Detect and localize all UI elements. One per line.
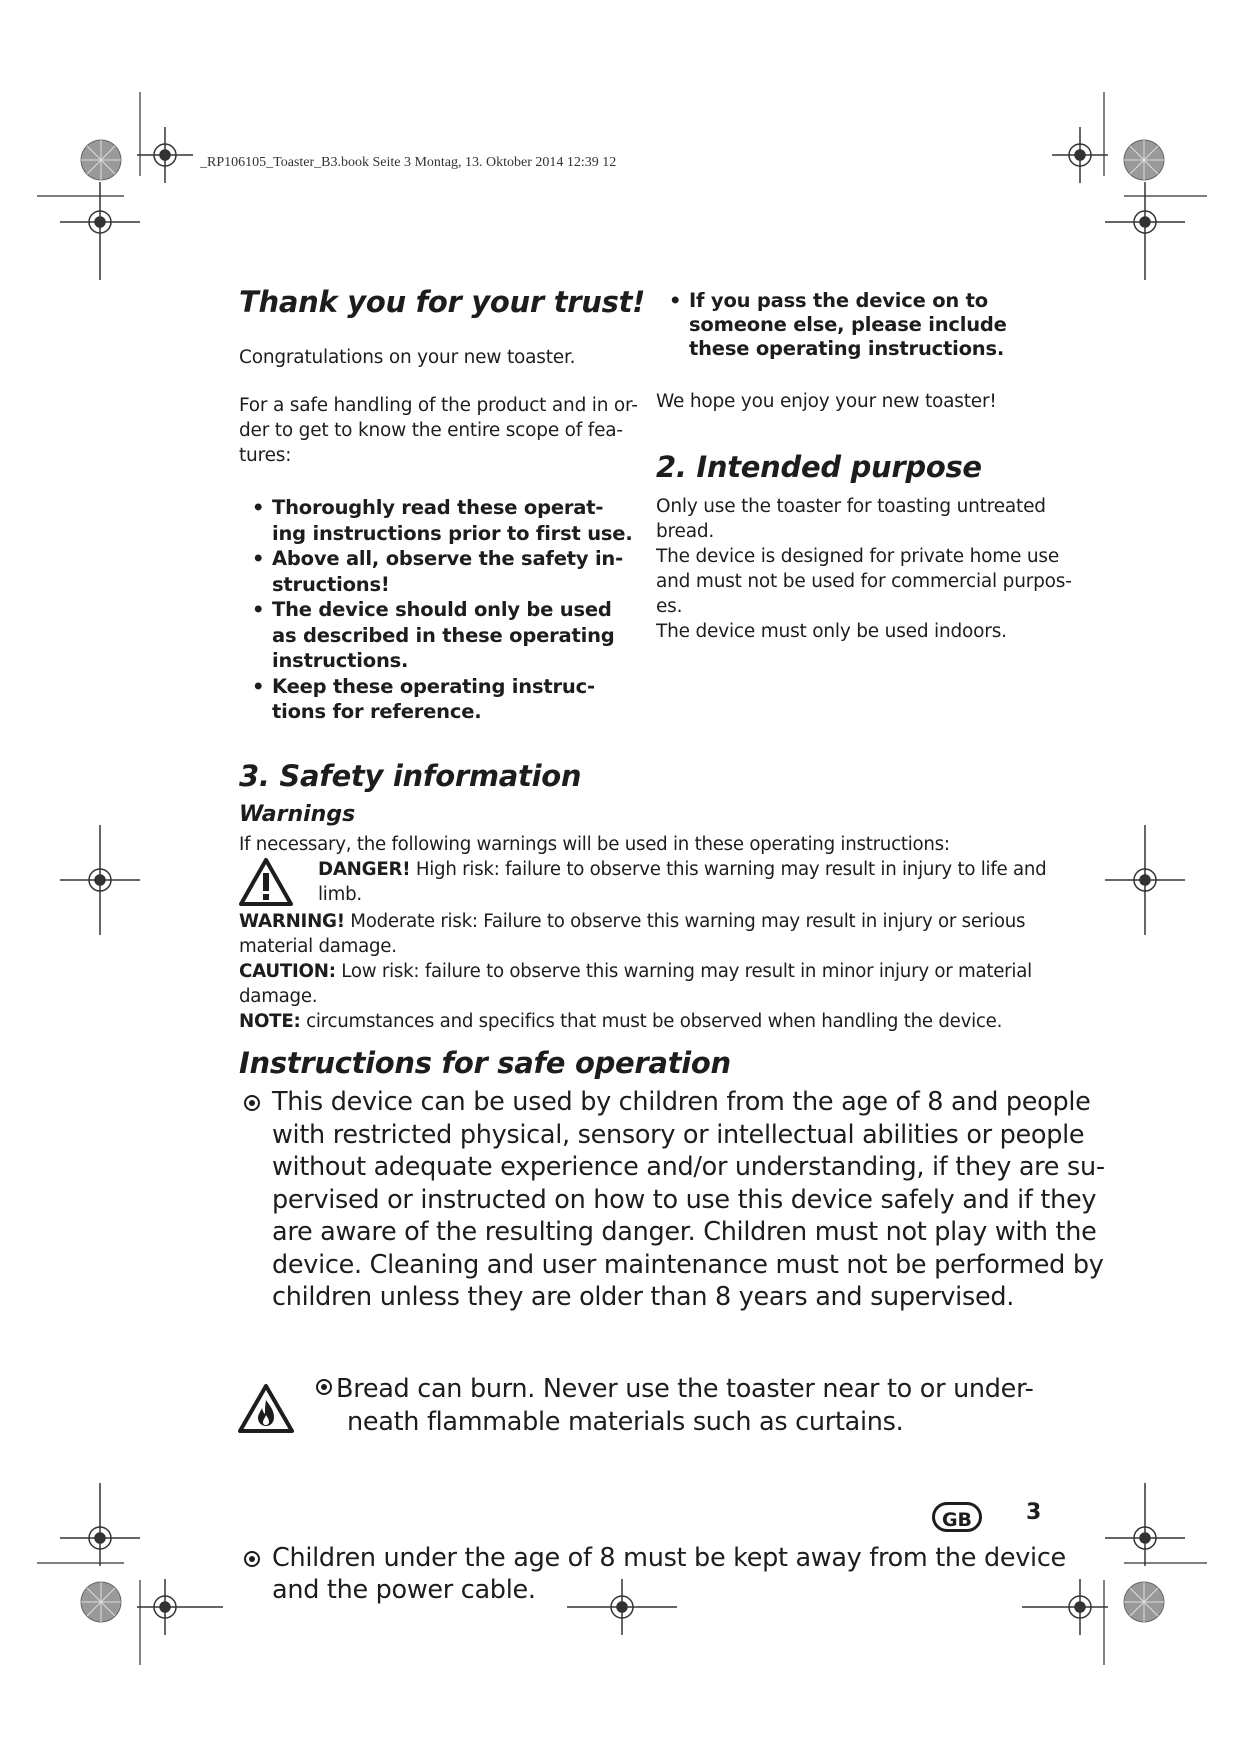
fire-warning-icon <box>237 1383 295 1435</box>
list-item: This device can be used by children from the age of 8 and people with restricted physical, sensory or intellectual abilities or people without adequate experience and/or understanding, if they are su- pervised or instructed on how to use this device safely and if they are aware of the resulting danger. Children must not play with the device. Cleaning and user maintenance must not be performed by children unless they are older than 8 years and supervised. <box>239 1086 1122 1314</box>
intro-bullets <box>239 495 659 725</box>
list-item: Bread can burn. Never use the toaster near to or under- neath flammable materials such as curtains. <box>316 1373 1076 1438</box>
warnings-intro: If necessary, the following warnings will be used in these operating instructions: <box>239 834 950 855</box>
intended-title: 2. Intended purpose <box>656 450 982 484</box>
intended-text: Only use the toaster for toasting untreated bread. The device is designed for private home use and must not be used for commercial purpos- es. The device must only be used indoors. <box>656 496 1072 642</box>
bullet-circle-icon <box>316 1379 332 1395</box>
list-item: • The device should only be used as described in these operating instructions. <box>239 597 659 674</box>
danger-icon <box>238 857 294 907</box>
intro-bullet-pass-on <box>656 289 1076 361</box>
page-number: 3 <box>1026 1500 1042 1525</box>
warnings-heading: Warnings <box>239 802 356 827</box>
intro-lead: For a safe handling of the product and in or- der to get to know the entire scope of fea- tures: <box>239 395 638 466</box>
intro-enjoy: We hope you enjoy your new toaster! <box>656 391 997 412</box>
list-item: • Keep these operating instruc- tions for reference. <box>239 674 659 725</box>
intro-congrats: Congratulations on your new toaster. <box>239 347 576 368</box>
bullet-circle-icon <box>244 1095 260 1111</box>
caution-text: CAUTION: Low risk: failure to observe this warning may result in minor injury or material damage. <box>239 961 1032 1007</box>
list-item: • If you pass the device on to someone else, please include these operating instructions. <box>656 289 1076 361</box>
danger-text: DANGER! High risk: failure to observe this warning may result in injury to life and limb. <box>318 859 1047 905</box>
list-item: Children under the age of 8 must be kept away from the device and the power cable. <box>239 1542 1122 1607</box>
warning-text: WARNING! Moderate risk: Failure to observe this warning may result in injury or serious material damage. <box>239 911 1026 957</box>
intro-title: Thank you for your trust! <box>239 285 646 319</box>
note-text: NOTE: circumstances and specifics that must be observed when handling the device. <box>239 1011 1003 1032</box>
bullet-circle-icon <box>244 1551 260 1567</box>
safety-title: 3. Safety information <box>239 759 582 793</box>
list-item: • Above all, observe the safety in- structions! <box>239 546 659 597</box>
safe-operation-title: Instructions for safe operation <box>239 1046 731 1080</box>
country-badge: GB <box>932 1502 982 1532</box>
print-header: _RP106105_Toaster_B3.book Seite 3 Montag, 13. Oktober 2014 12:39 12 <box>200 155 617 170</box>
list-item: • Thoroughly read these operat- ing instructions prior to first use. <box>239 495 659 546</box>
